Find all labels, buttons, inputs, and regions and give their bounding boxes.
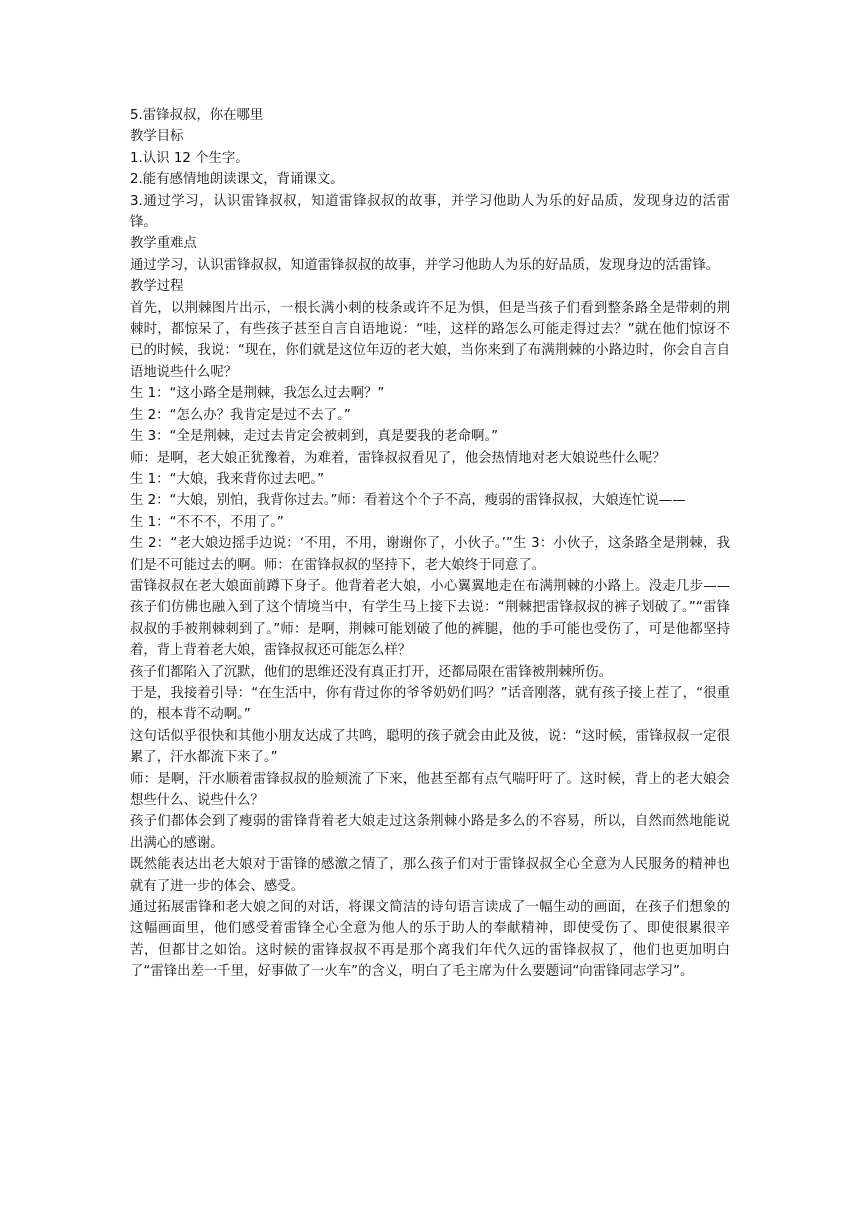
goal-item: 1.认识 12 个生字。 (130, 150, 249, 166)
process-paragraph: 生 1：“不不不，不用了。” (130, 514, 284, 530)
goal-item: 2.能有感情地朗读课文，背诵课文。 (130, 172, 344, 188)
process-paragraph: 生 2：“老大娘边摇手边说：‘不用，不用，谢谢你了，小伙子。’”生 3：小伙子，这条路全是荆棘，我们是不可能过去的啊。师：在雷锋叔叔的坚持下，老大娘终于同意了。 (130, 536, 730, 573)
process-paragraph: 生 1：“大娘，我来背你过去吧。” (130, 471, 325, 487)
process-paragraph: 首先，以荆棘图片出示，一根长满小刺的枝条或许不足为惧，但是当孩子们看到整条路全是带刺的荆棘时，都惊呆了，有些孩子甚至自言自语地说：“哇，这样的路怎么可能走得过去？”就在他们惊讶不已的时候，我说：“现在，你们就是这位年迈的老大娘，当你来到了布满荆棘的小路边时，你会自言自语地说些什么呢？ (130, 300, 730, 380)
process-paragraph: 生 3：“全是荆棘，走过去肯定会被刺到，真是要我的老命啊。” (130, 429, 499, 445)
document-page (130, 105, 730, 983)
process-paragraph: 师：是啊，老大娘正犹豫着，为难着，雷锋叔叔看见了，他会热情地对老大娘说些什么呢？ (130, 450, 666, 466)
process-paragraph: 孩子们都陷入了沉默，他们的思维还没有真正打开，还都局限在雷锋被荆棘所伤。 (130, 664, 613, 680)
process-paragraph: 生 2：“大娘，别怕，我背你过去。”师：看着这个个子不高，瘦弱的雷锋叔叔，大娘连忙说—— (130, 493, 686, 509)
process-paragraph: 这句话似乎很快和其他小朋友达成了共鸣，聪明的孩子就会由此及彼，说：“这时候，雷锋叔叔一定很累了，汗水都流下来了。” (130, 728, 730, 766)
process-paragraph: 既然能表达出老大娘对于雷锋的感激之情了，那么孩子们对于雷锋叔叔全心全意为人民服务的精神也就有了进一步的体会、感受。 (130, 857, 730, 894)
process-paragraph: 通过拓展雷锋和老大娘之间的对话，将课文简洁的诗句语言读成了一幅生动的画面，在孩子们想象的这幅画面里，他们感受着雷锋全心全意为他人的乐于助人的奉献精神，即使受伤了、即使很累很辛苦，但都甘之如饴。这时候的雷锋叔叔不再是那个离我们年代久远的雷锋叔叔了，他们也更加明白了“雷锋出差一千里，好事做了一火车”的含义，明白了毛主席为什么要题词“向雷锋同志学习”。 (130, 900, 730, 980)
process-heading: 教学过程 (130, 279, 184, 295)
process-paragraph: 孩子们都体会到了瘦弱的雷锋背着老大娘走过这条荆棘小路是多么的不容易，所以，自然而然地能说出满心的感谢。 (130, 814, 730, 851)
goals-heading: 教学目标 (130, 129, 184, 145)
key-points-text: 通过学习，认识雷锋叔叔，知道雷锋叔叔的故事，并学习他助人为乐的好品质，发现身边的活雷锋。 (130, 257, 720, 273)
process-paragraph: 生 2：“怎么办？我肯定是过不去了。” (130, 407, 351, 423)
key-points-heading: 教学重难点 (130, 236, 197, 252)
process-paragraph: 于是，我接着引导：“在生活中，你有背过你的爷爷奶奶们吗？”话音刚落，就有孩子接上茬了，“很重的，根本背不动啊。” (130, 685, 730, 723)
process-paragraph: 生 1：“这小路全是荆棘，我怎么过去啊？” (130, 386, 385, 402)
process-paragraph: 师：是啊，汗水顺着雷锋叔叔的脸颊流了下来，他甚至都有点气喘吁吁了。这时候，背上的老大娘会想些什么、说些什么？ (130, 771, 730, 808)
document-title: 5.雷锋叔叔，你在哪里 (130, 108, 264, 123)
goal-item: 3.通过学习，认识雷锋叔叔，知道雷锋叔叔的故事，并学习他助人为乐的好品质，发现身边的活雷锋。 (130, 193, 730, 231)
process-paragraph: 雷锋叔叔在老大娘面前蹲下身子。他背着老大娘，小心翼翼地走在布满荆棘的小路上。没走几步——孩子们仿佛也融入到了这个情境当中，有学生马上接下去说：“荆棘把雷锋叔叔的裤子划破了。”“雷锋叔叔的手被荆棘刺到了。”师：是啊，荆棘可能划破了他的裤腿，他的手可能也受伤了，可是他都坚持着，背上背着老大娘，雷锋叔叔还可能怎么样？ (130, 578, 730, 659)
